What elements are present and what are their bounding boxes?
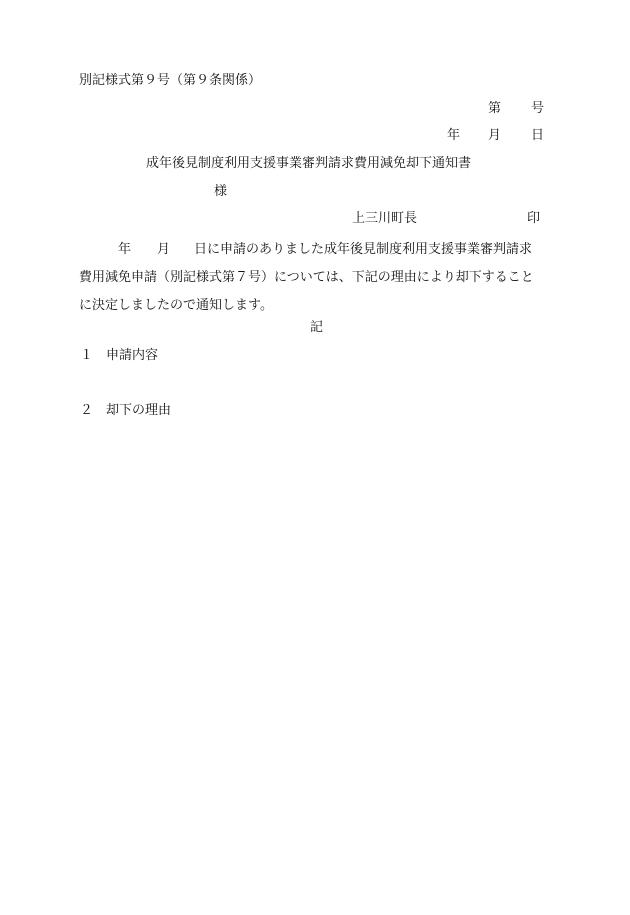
body-line-3: に決定しましたので通知します。 [79, 298, 273, 313]
body-month-label: 月 [157, 242, 171, 257]
date-day-label: 日 [531, 128, 545, 143]
body-year-label: 年 [118, 242, 132, 257]
document-title: 成年後見制度利用支援事業審判請求費用減免却下通知書 [146, 156, 472, 171]
date-year-label: 年 [447, 128, 461, 143]
item-label-rejection-reason: 却下の理由 [106, 403, 172, 418]
document-number-prefix: 第 [488, 101, 502, 116]
notice-body [79, 236, 549, 320]
ki-heading: 記 [310, 320, 324, 335]
addressee-suffix: 様 [214, 184, 228, 199]
body-line-2: 費用減免申請（別記様式第７号）については、下記の理由により却下すること [79, 270, 534, 285]
body-line-1 [79, 236, 549, 264]
issuer-name: 上三川町長 [352, 211, 418, 226]
date-month-label: 月 [488, 128, 502, 143]
form-reference: 別記様式第９号（第９条関係） [79, 73, 262, 88]
document-number-suffix: 号 [531, 101, 545, 116]
item-label-application-content: 申請内容 [106, 348, 159, 363]
item-number-1: １ [80, 348, 94, 363]
item-number-2: ２ [80, 403, 94, 418]
seal-mark: 印 [527, 211, 541, 226]
body-line-1-text: 日に申請のありました成年後見制度利用支援事業審判請求 [194, 242, 533, 257]
